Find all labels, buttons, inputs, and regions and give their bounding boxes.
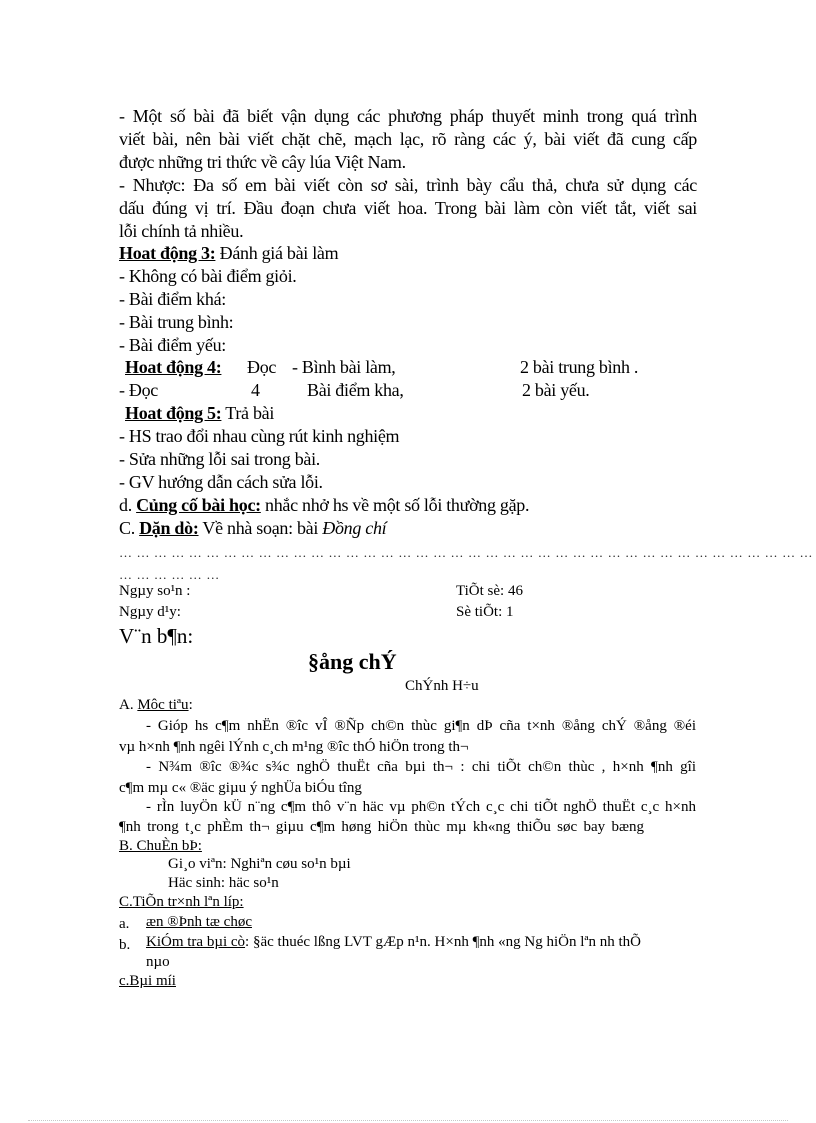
- poem-author: ChÝnh H÷u: [405, 678, 479, 694]
- teach-date-label: Ngµy d¹y:: [119, 604, 181, 620]
- activity-4-weak: 2 bài yếu.: [522, 380, 590, 400]
- list-item: - Không có bài điểm giỏi.: [119, 266, 297, 286]
- objective-line: - N¾m ®îc ®¾c s¾c nghÖ thuËt cña bµi th¬ : chi tiÕt ch©n thùc , h×nh ¶nh gîi: [146, 759, 696, 775]
- activity-4-count: 4: [251, 380, 260, 400]
- paragraph-line: - Nhược: Đa số em bài viết còn sơ sài, trình bày cẩu thả, chưa sử dụng các: [119, 175, 697, 195]
- subject-label: V¨n b¶n:: [119, 624, 194, 648]
- objective-line: vµ h×nh ¶nh ngêi lÝnh c¸ch m¹ng ®îc thÓ hiÖn trong th¬: [119, 739, 469, 755]
- paragraph-line: - Một số bài đã biết vận dụng các phương pháp thuyết minh trong quá trình: [119, 106, 697, 126]
- process-b-heading: KiÓm tra bµi cò: [146, 934, 246, 950]
- activity-4-read: Đọc: [247, 357, 277, 377]
- period-count-label: Sè tiÕt: 1: [456, 604, 514, 620]
- dotted-separator: … … … … … …: [119, 567, 220, 582]
- list-item: - Sửa những lỗi sai trong bài.: [119, 449, 320, 469]
- poem-title: §ång chÝ: [308, 649, 397, 674]
- activity-3-title: Đánh giá bài làm: [215, 243, 339, 263]
- page-bottom-border: [28, 1120, 788, 1121]
- objectives-heading: Môc tiªu: [137, 697, 189, 713]
- process-b-line-2: nµo: [146, 954, 170, 970]
- list-item: - Bài điểm khá:: [119, 289, 226, 309]
- process-a-label: a.: [119, 916, 130, 932]
- list-item: - GV hướng dẫn cách sửa lỗi.: [119, 472, 323, 492]
- process-heading: C.TiÕn tr×nh lªn líp:: [119, 894, 244, 910]
- process-b-label: b.: [119, 937, 131, 953]
- objective-line: - Gióp hs c¶m nhËn ®îc vÎ ®Ñp ch©n thùc gi¶n dÞ cña t×nh ®ång chÝ ®ång ®éi: [146, 718, 696, 734]
- activity-5-line: [119, 404, 274, 422]
- activity-3-heading: Hoat động 3:: [119, 243, 216, 263]
- dotted-separator: … … … … … … … … … … … … … … … … … … … … … … … … … … … … … … … … … … … … … … … …: [119, 545, 814, 560]
- prep-date-label: Ngµy so¹n :: [119, 583, 191, 599]
- new-lesson-heading: c.Bµi míi: [119, 973, 176, 989]
- objective-line: c¶m mµ c« ®äc giµu ý nghÜa biÓu tîng: [119, 780, 362, 796]
- poem-reference: Đồng chí: [322, 518, 387, 538]
- homework-line: C. Dặn dò: Về nhà soạn: bài Đồng chí: [119, 518, 387, 538]
- list-item: - Bài điểm yếu:: [119, 335, 226, 355]
- process-b-line: KiÓm tra bµi cò: §äc thuéc lßng LVT gÆp n¹n. H×nh ¶nh «ng Ng hiÖn lªn nh thÕ: [146, 934, 642, 950]
- list-item: - HS trao đổi nhau cùng rút kinh nghiệm: [119, 426, 400, 446]
- activity-4-review: - Bình bài làm,: [292, 357, 396, 377]
- consolidate-heading: Củng cố bài học:: [136, 495, 261, 515]
- paragraph-line: lỗi chính tả nhiều.: [119, 221, 244, 241]
- paragraph-line: viết bài, nên bài viết chặt chẽ, mạch lạc, rõ ràng các ý, bài viết đã cung cấp: [119, 129, 697, 149]
- objective-line: ¶nh trong t¸c phÈm th¬ giµu c¶m høng hiÖn thùc mµ kh«ng thiÕu søc bay bæng: [119, 819, 644, 835]
- activity-4-heading: Hoat động 4:: [125, 357, 222, 377]
- activity-4-read-2: - Đọc: [119, 380, 158, 400]
- activity-5-title: Trả bài: [221, 403, 275, 423]
- consolidate-line: d. Củng cố bài học: nhắc nhở hs về một số lỗi thường gặp.: [119, 495, 530, 515]
- process-a-text: æn ®Þnh tæ chøc: [146, 914, 252, 930]
- activity-4-good: Bài điểm kha,: [307, 380, 404, 400]
- activity-4-average: 2 bài trung bình .: [520, 357, 639, 377]
- objective-line: - rÌn luyÖn kÜ n¨ng c¶m thô v¨n häc vµ ph©n tÝch c¸c chi tiÕt nghÖ thuËt c¸c h×nh: [146, 799, 696, 815]
- activity-5-heading: Hoat động 5:: [125, 403, 222, 423]
- prep-student: Häc sinh: häc so¹n: [168, 875, 279, 891]
- activity-3-line: [119, 244, 338, 262]
- homework-heading: Dặn dò:: [139, 518, 199, 538]
- prep-heading: B. ChuÈn bÞ:: [119, 838, 202, 854]
- paragraph-line: dấu đúng vị trí. Đầu đoạn chưa viết hoa. Trong bài làm còn viết tắt, viết sai: [119, 198, 697, 218]
- paragraph-line: được những tri thức về cây lúa Việt Nam.: [119, 152, 406, 172]
- list-item: - Bài trung bình:: [119, 312, 234, 332]
- objectives-heading-line: A. Môc tiªu:: [119, 697, 193, 713]
- period-label: TiÕt sè: 46: [456, 583, 523, 599]
- prep-teacher: Gi¸o viªn: Nghiªn cøu so¹n bµi: [168, 856, 351, 872]
